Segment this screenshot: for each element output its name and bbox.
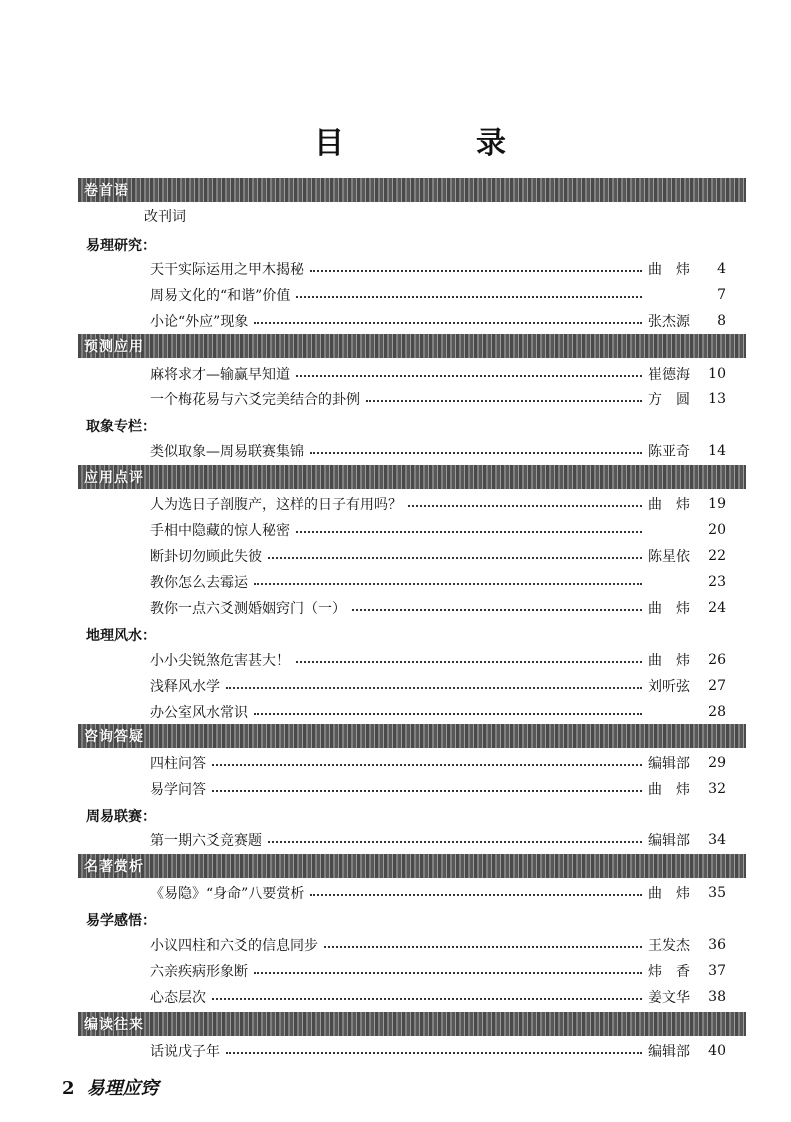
section-band: [78, 334, 746, 358]
page-number: 2: [62, 1078, 75, 1099]
toc-entry: 周易文化的“和谐”价值 7: [150, 287, 726, 304]
toc-entry: 办公室风水常识 28: [150, 704, 726, 721]
section-band: [78, 178, 746, 202]
toc-entry: 心态层次 姜文华 38: [150, 989, 726, 1006]
category-heading: 易理研究：: [86, 238, 156, 254]
toc-entry: 六亲疾病形象断 炜 香 37: [150, 963, 726, 980]
toc-entry: 类似取象—周易联赛集锦 陈亚奇 14: [150, 443, 726, 460]
toc-entry: 《易隐》“身命”八要赏析 曲 炜 35: [150, 885, 726, 902]
page-title: [0, 118, 791, 161]
toc-entry: 天干实际运用之甲木揭秘 曲 炜 4: [150, 261, 726, 278]
category-heading: 地理风水：: [86, 628, 156, 644]
section-label: 咨询答疑: [84, 729, 144, 745]
category-heading: 周易联赛：: [86, 809, 156, 825]
toc-entry: 麻将求才—输赢早知道 崔德海 10: [150, 366, 726, 383]
category-heading: 易学感悟：: [86, 913, 156, 929]
toc-entry: 四柱问答 编辑部 29: [150, 755, 726, 772]
toc-entry: 一个梅花易与六爻完美结合的卦例 方 圆 13: [150, 391, 726, 408]
toc-entry: 教你一点六爻测婚姻窍门（一） 曲 炜 24: [150, 600, 726, 617]
title-char-2: 录: [476, 126, 506, 161]
section-band: [78, 724, 746, 748]
toc-entry: 教你怎么去霉运 23: [150, 574, 726, 591]
toc-entry: 小论“外应”现象 张杰源 8: [150, 313, 726, 330]
journal-name: 易理应窍: [86, 1078, 159, 1099]
section-label: 名著赏析: [84, 859, 144, 875]
section-label: 应用点评: [84, 470, 144, 486]
toc-entry: 人为选日子剖腹产，这样的日子有用吗？ 曲 炜 19: [150, 496, 726, 513]
toc-entry: 小小尖锐煞危害甚大！ 曲 炜 26: [150, 652, 726, 669]
section-band: [78, 854, 746, 878]
section-label: 卷首语: [84, 183, 129, 199]
toc-entry: 断卦切勿顾此失彼 陈星依 22: [150, 548, 726, 565]
toc-entry: 话说戊子年 编辑部 40: [150, 1043, 726, 1060]
title-char-1: 目: [314, 126, 344, 161]
section-label: 编读往来: [84, 1017, 144, 1033]
toc-entry: 手相中隐藏的惊人秘密 20: [150, 522, 726, 539]
section-label: 预测应用: [84, 339, 144, 355]
toc-entry: 小议四柱和六爻的信息同步 王发杰 36: [150, 937, 726, 954]
section-band: [78, 465, 746, 489]
toc-entry: 第一期六爻竞赛题 编辑部 34: [150, 832, 726, 849]
preface-item: 改刊词: [144, 209, 186, 225]
toc-entry: 浅释风水学 刘听弦 27: [150, 678, 726, 695]
section-band: [78, 1012, 746, 1036]
page-footer: [62, 1074, 159, 1100]
toc-entry: 易学问答 曲 炜 32: [150, 781, 726, 798]
category-heading: 取象专栏：: [86, 419, 156, 435]
